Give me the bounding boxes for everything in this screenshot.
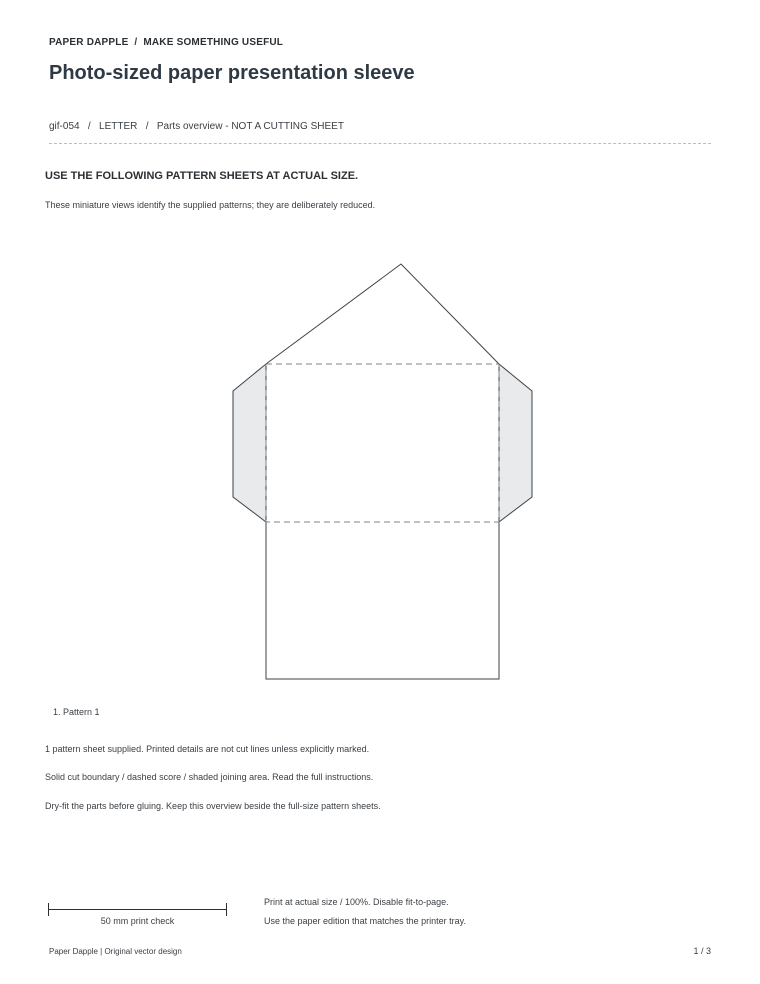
scale-line	[48, 909, 227, 910]
top-flap	[266, 264, 499, 364]
right-glue-flap	[499, 364, 532, 522]
print-instruction-1: Print at actual size / 100%. Disable fit-to-page.	[264, 897, 449, 907]
brand-tagline: MAKE SOMETHING USEFUL	[143, 37, 284, 48]
left-glue-flap	[233, 364, 266, 522]
paper-size: LETTER	[99, 121, 138, 132]
brand-header: PAPER DAPPLE / MAKE SOMETHING USEFUL	[49, 37, 284, 48]
scale-label: 50 mm print check	[100, 916, 175, 926]
pattern-caption: 1. Pattern 1	[53, 707, 100, 717]
scale-tick-right	[226, 903, 227, 916]
note-legend: Solid cut boundary / dashed score / shaded joining area. Read the full instructions.	[45, 772, 374, 782]
brand-name: PAPER DAPPLE	[49, 37, 129, 48]
page-title: Photo-sized paper presentation sleeve	[49, 62, 415, 84]
document-meta: gif-054 / LETTER / Parts overview - NOT A CUTTING SHEET	[49, 121, 344, 132]
section-heading: USE THE FOLLOWING PATTERN SHEETS AT ACTUAL SIZE.	[45, 170, 359, 182]
note-sheets: 1 pattern sheet supplied. Printed details are not cut lines unless explicitly marked.	[45, 744, 370, 754]
score-lines	[266, 364, 499, 522]
footer-credit: Paper Dapple | Original vector design	[49, 947, 182, 956]
note-dry-fit: Dry-fit the parts before gluing. Keep this overview beside the full-size pattern sheets.	[45, 801, 381, 811]
scale-bar	[48, 903, 227, 915]
design-code: gif-054	[49, 121, 80, 132]
bottom-panel-outline	[266, 522, 499, 679]
intro-text: These miniature views identify the supplied patterns; they are deliberately reduced.	[45, 200, 376, 210]
print-instruction-2: Use the paper edition that matches the printer tray.	[264, 916, 466, 926]
page-number: 1 / 3	[693, 946, 711, 956]
sheet-label: Parts overview - NOT A CUTTING SHEET	[156, 121, 344, 132]
